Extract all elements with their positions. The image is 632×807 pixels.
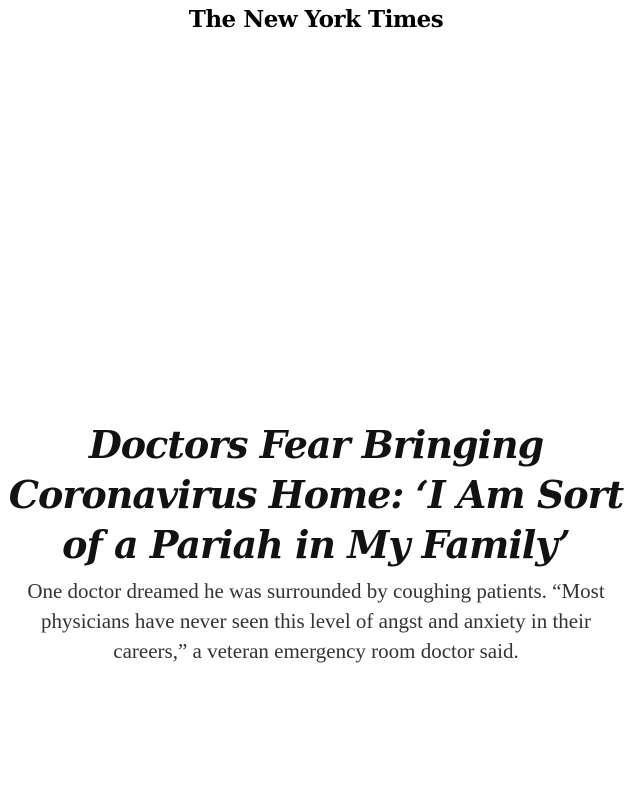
hero-image-area	[0, 36, 632, 416]
article-headline[interactable]: Doctors Fear Bringing Coronavirus Home: ‘I Am Sort of a Pariah in My Family’	[8, 422, 624, 567]
nyt-masthead-logo[interactable]: The New York Times	[188, 6, 444, 33]
article-summary: One doctor dreamed he was surrounded by coughing patients. “Most physicians have never seen this level of angst and anxiety in their careers,” a veteran emergency room doctor said.	[27, 579, 605, 663]
